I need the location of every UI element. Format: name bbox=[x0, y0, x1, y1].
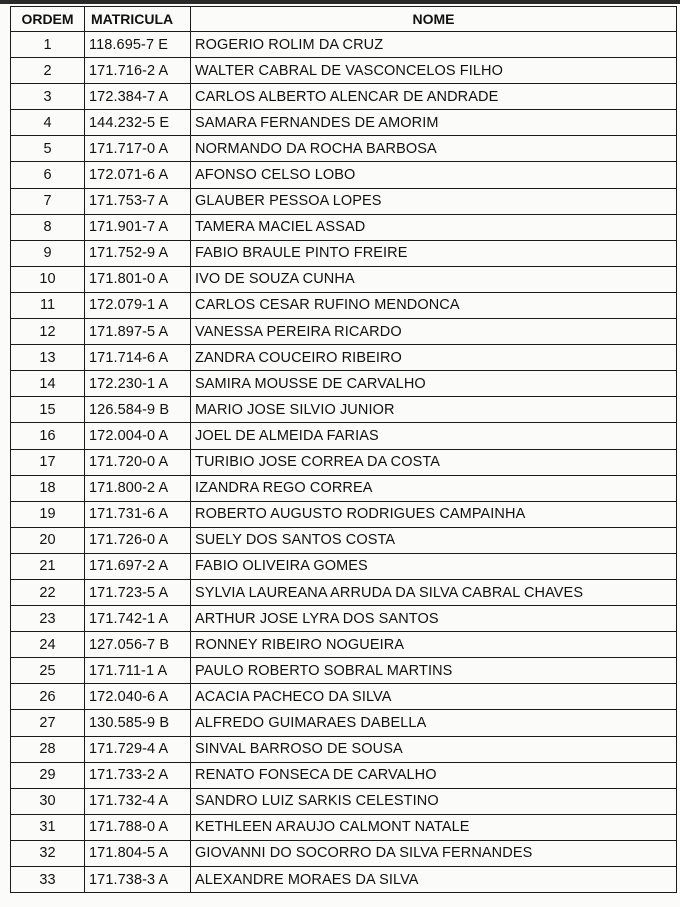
table-row bbox=[11, 501, 677, 527]
cell-matricula: 171.726-0 A bbox=[85, 527, 191, 553]
cell-matricula: 171.731-6 A bbox=[85, 501, 191, 527]
table-row bbox=[11, 553, 677, 579]
table-row bbox=[11, 867, 677, 893]
cell-ordem: 19 bbox=[11, 501, 85, 527]
cell-ordem: 2 bbox=[11, 58, 85, 84]
table-row bbox=[11, 736, 677, 762]
table-row bbox=[11, 371, 677, 397]
header-matricula: MATRICULA bbox=[85, 7, 191, 32]
cell-nome: SAMARA FERNANDES DE AMORIM bbox=[191, 110, 677, 136]
cell-ordem: 24 bbox=[11, 632, 85, 658]
table-row bbox=[11, 240, 677, 266]
cell-nome: AFONSO CELSO LOBO bbox=[191, 162, 677, 188]
table-row bbox=[11, 32, 677, 58]
header-nome: NOME bbox=[191, 7, 677, 32]
cell-matricula: 171.897-5 A bbox=[85, 319, 191, 345]
cell-nome: TAMERA MACIEL ASSAD bbox=[191, 214, 677, 240]
cell-matricula: 171.697-2 A bbox=[85, 553, 191, 579]
cell-matricula: 171.800-2 A bbox=[85, 475, 191, 501]
roster-table bbox=[10, 6, 677, 893]
cell-nome: ROBERTO AUGUSTO RODRIGUES CAMPAINHA bbox=[191, 501, 677, 527]
cell-matricula: 171.717-0 A bbox=[85, 136, 191, 162]
cell-nome: ALFREDO GUIMARAES DABELLA bbox=[191, 710, 677, 736]
table-row bbox=[11, 110, 677, 136]
table-row bbox=[11, 788, 677, 814]
scan-top-edge bbox=[0, 0, 680, 4]
cell-matricula: 172.384-7 A bbox=[85, 84, 191, 110]
cell-ordem: 11 bbox=[11, 292, 85, 318]
cell-matricula: 171.733-2 A bbox=[85, 762, 191, 788]
table-row bbox=[11, 814, 677, 840]
table-row bbox=[11, 345, 677, 371]
cell-matricula: 118.695-7 E bbox=[85, 32, 191, 58]
table-header-row bbox=[11, 7, 677, 32]
cell-nome: RONNEY RIBEIRO NOGUEIRA bbox=[191, 632, 677, 658]
cell-matricula: 171.711-1 A bbox=[85, 658, 191, 684]
cell-ordem: 20 bbox=[11, 527, 85, 553]
cell-nome: ACACIA PACHECO DA SILVA bbox=[191, 684, 677, 710]
cell-ordem: 12 bbox=[11, 319, 85, 345]
cell-matricula: 127.056-7 B bbox=[85, 632, 191, 658]
cell-ordem: 8 bbox=[11, 214, 85, 240]
cell-matricula: 172.040-6 A bbox=[85, 684, 191, 710]
table-row bbox=[11, 397, 677, 423]
table-row bbox=[11, 423, 677, 449]
cell-matricula: 130.585-9 B bbox=[85, 710, 191, 736]
cell-matricula: 171.801-0 A bbox=[85, 266, 191, 292]
cell-nome: IVO DE SOUZA CUNHA bbox=[191, 266, 677, 292]
table-row bbox=[11, 188, 677, 214]
cell-ordem: 18 bbox=[11, 475, 85, 501]
cell-ordem: 3 bbox=[11, 84, 85, 110]
table-row bbox=[11, 710, 677, 736]
cell-ordem: 32 bbox=[11, 840, 85, 866]
cell-ordem: 6 bbox=[11, 162, 85, 188]
cell-nome: MARIO JOSE SILVIO JUNIOR bbox=[191, 397, 677, 423]
cell-matricula: 172.071-6 A bbox=[85, 162, 191, 188]
cell-ordem: 22 bbox=[11, 579, 85, 605]
cell-nome: SUELY DOS SANTOS COSTA bbox=[191, 527, 677, 553]
cell-matricula: 171.901-7 A bbox=[85, 214, 191, 240]
cell-ordem: 4 bbox=[11, 110, 85, 136]
cell-nome: NORMANDO DA ROCHA BARBOSA bbox=[191, 136, 677, 162]
cell-matricula: 171.714-6 A bbox=[85, 345, 191, 371]
table-row bbox=[11, 762, 677, 788]
table-row bbox=[11, 475, 677, 501]
table-body bbox=[11, 32, 677, 893]
cell-matricula: 171.752-9 A bbox=[85, 240, 191, 266]
cell-matricula: 171.716-2 A bbox=[85, 58, 191, 84]
cell-nome: PAULO ROBERTO SOBRAL MARTINS bbox=[191, 658, 677, 684]
cell-matricula: 172.004-0 A bbox=[85, 423, 191, 449]
cell-nome: ZANDRA COUCEIRO RIBEIRO bbox=[191, 345, 677, 371]
cell-nome: IZANDRA REGO CORREA bbox=[191, 475, 677, 501]
cell-matricula: 171.729-4 A bbox=[85, 736, 191, 762]
cell-nome: ALEXANDRE MORAES DA SILVA bbox=[191, 867, 677, 893]
cell-ordem: 25 bbox=[11, 658, 85, 684]
table-row bbox=[11, 84, 677, 110]
table-row bbox=[11, 449, 677, 475]
cell-nome: SINVAL BARROSO DE SOUSA bbox=[191, 736, 677, 762]
cell-matricula: 172.079-1 A bbox=[85, 292, 191, 318]
cell-nome: SAMIRA MOUSSE DE CARVALHO bbox=[191, 371, 677, 397]
cell-nome: FABIO OLIVEIRA GOMES bbox=[191, 553, 677, 579]
cell-nome: WALTER CABRAL DE VASCONCELOS FILHO bbox=[191, 58, 677, 84]
cell-nome: TURIBIO JOSE CORREA DA COSTA bbox=[191, 449, 677, 475]
cell-matricula: 172.230-1 A bbox=[85, 371, 191, 397]
cell-matricula: 171.738-3 A bbox=[85, 867, 191, 893]
cell-nome: KETHLEEN ARAUJO CALMONT NATALE bbox=[191, 814, 677, 840]
table-row bbox=[11, 136, 677, 162]
cell-matricula: 144.232-5 E bbox=[85, 110, 191, 136]
cell-nome: SANDRO LUIZ SARKIS CELESTINO bbox=[191, 788, 677, 814]
cell-ordem: 9 bbox=[11, 240, 85, 266]
cell-ordem: 27 bbox=[11, 710, 85, 736]
cell-ordem: 30 bbox=[11, 788, 85, 814]
cell-ordem: 1 bbox=[11, 32, 85, 58]
cell-ordem: 17 bbox=[11, 449, 85, 475]
cell-nome: JOEL DE ALMEIDA FARIAS bbox=[191, 423, 677, 449]
table-row bbox=[11, 579, 677, 605]
cell-nome: VANESSA PEREIRA RICARDO bbox=[191, 319, 677, 345]
cell-ordem: 14 bbox=[11, 371, 85, 397]
cell-matricula: 171.804-5 A bbox=[85, 840, 191, 866]
cell-nome: GLAUBER PESSOA LOPES bbox=[191, 188, 677, 214]
cell-ordem: 29 bbox=[11, 762, 85, 788]
cell-ordem: 31 bbox=[11, 814, 85, 840]
table-row bbox=[11, 527, 677, 553]
cell-nome: CARLOS CESAR RUFINO MENDONCA bbox=[191, 292, 677, 318]
cell-ordem: 10 bbox=[11, 266, 85, 292]
table-row bbox=[11, 266, 677, 292]
cell-nome: RENATO FONSECA DE CARVALHO bbox=[191, 762, 677, 788]
cell-nome: ROGERIO ROLIM DA CRUZ bbox=[191, 32, 677, 58]
cell-ordem: 21 bbox=[11, 553, 85, 579]
cell-ordem: 23 bbox=[11, 606, 85, 632]
cell-matricula: 126.584-9 B bbox=[85, 397, 191, 423]
cell-nome: CARLOS ALBERTO ALENCAR DE ANDRADE bbox=[191, 84, 677, 110]
cell-ordem: 5 bbox=[11, 136, 85, 162]
cell-ordem: 33 bbox=[11, 867, 85, 893]
table-row bbox=[11, 162, 677, 188]
cell-nome: ARTHUR JOSE LYRA DOS SANTOS bbox=[191, 606, 677, 632]
header-ordem: ORDEM bbox=[11, 7, 85, 32]
cell-nome: FABIO BRAULE PINTO FREIRE bbox=[191, 240, 677, 266]
table-row bbox=[11, 840, 677, 866]
table-row bbox=[11, 632, 677, 658]
cell-matricula: 171.788-0 A bbox=[85, 814, 191, 840]
cell-matricula: 171.742-1 A bbox=[85, 606, 191, 632]
cell-ordem: 28 bbox=[11, 736, 85, 762]
cell-ordem: 13 bbox=[11, 345, 85, 371]
table-row bbox=[11, 214, 677, 240]
cell-ordem: 15 bbox=[11, 397, 85, 423]
cell-matricula: 171.723-5 A bbox=[85, 579, 191, 605]
cell-ordem: 16 bbox=[11, 423, 85, 449]
cell-matricula: 171.720-0 A bbox=[85, 449, 191, 475]
table-row bbox=[11, 292, 677, 318]
table-row bbox=[11, 319, 677, 345]
cell-matricula: 171.753-7 A bbox=[85, 188, 191, 214]
table-row bbox=[11, 606, 677, 632]
cell-ordem: 26 bbox=[11, 684, 85, 710]
cell-nome: SYLVIA LAUREANA ARRUDA DA SILVA CABRAL CHAVES bbox=[191, 579, 677, 605]
table-row bbox=[11, 58, 677, 84]
table-row bbox=[11, 684, 677, 710]
table-row bbox=[11, 658, 677, 684]
cell-matricula: 171.732-4 A bbox=[85, 788, 191, 814]
cell-ordem: 7 bbox=[11, 188, 85, 214]
cell-nome: GIOVANNI DO SOCORRO DA SILVA FERNANDES bbox=[191, 840, 677, 866]
